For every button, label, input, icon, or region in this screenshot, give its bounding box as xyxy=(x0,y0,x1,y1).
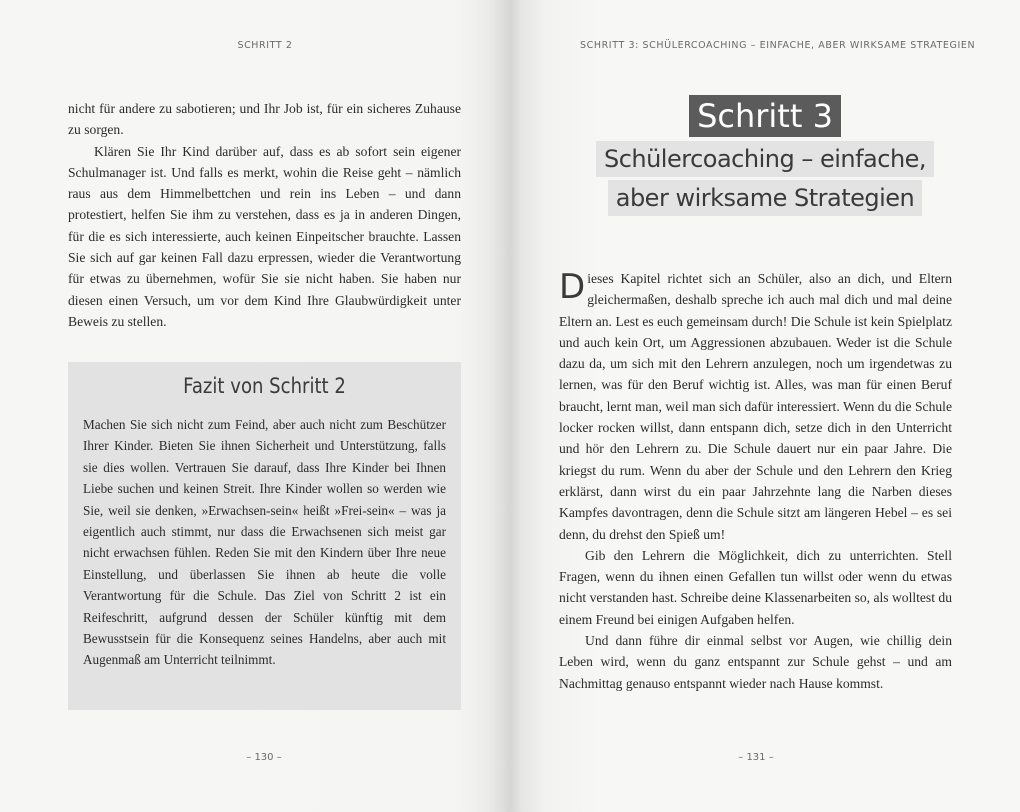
paragraph: Und dann führe dir einmal selbst vor Augen, wie chillig dein Leben wird, wenn du ganz entspannt zur Schule gehst – und am Nachmittag genauso entspannt wieder nach Hause kommst. xyxy=(559,633,952,691)
chapter-heading xyxy=(510,95,1020,216)
summary-title: Fazit von Schritt 2 xyxy=(183,374,346,398)
summary-text: Machen Sie sich nicht zum Feind, aber auch nicht zum Beschützer Ihrer Kinder. Bieten Sie ihnen Sicherheit und Unterstützung, falls sie dies wollen. Vertrauen Sie darauf, dass Ihre Kinder bei Ihnen Liebe suchen und keinen Streit. Ihre Kinder wollen so werden wie Sie, weil sie denken, »Erwachsen-sein« heißt »Frei-sein« – was ja eigentlich auch stimmt, nur dass die Erwachsenen sich meist gar nicht erwachsen fühlen. Reden Sie mit den Kindern über Ihre neue Einstellung, und überlassen Sie ihnen ab heute die volle Verantwortung für die Schule. Das Ziel von Schritt 2 ist ein Reifeschritt, aufgrund dessen der Schüler künftig mit dem Bewusstsein für die Konsequenz seines Handelns, aber auch mit Augenmaß am Unterricht teilnimmt. xyxy=(83,417,446,668)
paragraph: Gib den Lehrern die Möglichkeit, dich zu unterrichten. Stell Fragen, wenn du ihnen einen Gefallen tun willst oder wenn du etwas nicht verstanden hast. Schreibe deine Klassenarbeiten so, als wolltest du einem Freund bei einigen Aufgaben helfen. xyxy=(559,547,952,627)
left-body-text xyxy=(68,98,461,332)
chapter-label: Schritt 3 xyxy=(689,95,841,137)
chapter-subtitle-line: Schülercoaching – einfache, xyxy=(596,141,934,177)
right-body-text xyxy=(559,268,952,694)
chapter-subtitle-line: aber wirksame Strategien xyxy=(608,180,923,216)
summary-box xyxy=(68,362,461,710)
paragraph xyxy=(559,268,952,545)
right-page xyxy=(510,0,1020,812)
paragraph-text: ieses Kapitel richtet sich an Schüler, also an dich, und Eltern gleichermaßen, deshalb spreche ich auch mal dich und mal deine Eltern an. Lest es euch gemeinsam durch! Die Schule ist kein Spielplatz und auch kein Ort, um Aggressionen abzubauen. Weder ist die Schule dazu da, um sich mit den Lehrern anzulegen, noch um irgendetwas zu lernen, was für den Beruf wichtig ist. Alles, was man für einen Beruf braucht, lernt man, weil man sich dafür interessiert. Wenn du die Schule locker rocken willst, dann entspann dich, setze dich in den Unterricht und hör den Lehrern zu. Die Schule dauert nur ein paar Jahre. Die kriegst du rum. Wenn du aber der Schule und den Lehrern den Krieg erklärst, dann wirst du ein paar Jahrzehnte lang die Narben dieses Kampfes davontragen, denn die Schule sitzt am längeren Hebel – es sei denn, du drehst den Spieß um! xyxy=(559,271,952,542)
drop-cap: D xyxy=(559,267,586,307)
page-number: – 130 – xyxy=(246,752,282,763)
paragraph: Klären Sie Ihr Kind darüber auf, dass es ab sofort sein eigener Schulmanager ist. Und falls es merkt, wohin die Reise geht – nämlich raus aus dem Himmelbettchen und rein ins Leben – und dann protestiert, helfen Sie ihm zu verstehen, dass es ja in anderen Dingen, für die es sich interessierte, auch keinen Einpeitscher brauchte. Lassen Sie sich auf gar keinen Fall dazu erpressen, wieder die Verantwortung für etwas zu übernehmen, wofür Sie sie nicht haben. Sie haben nur diesen einen Versuch, um vor dem Kind Ihre Glaubwürdigkeit unter Beweis zu stellen. xyxy=(68,143,461,329)
running-head: SCHRITT 3: SCHÜLERCOACHING – EINFACHE, ABER WIRKSAME STRATEGIEN xyxy=(580,40,976,51)
page-number: – 131 – xyxy=(738,752,774,763)
paragraph: nicht für andere zu sabotieren; und Ihr Job ist, für ein sicheres Zuhause zu sorgen. xyxy=(68,101,461,138)
running-head: SCHRITT 2 xyxy=(237,40,293,51)
